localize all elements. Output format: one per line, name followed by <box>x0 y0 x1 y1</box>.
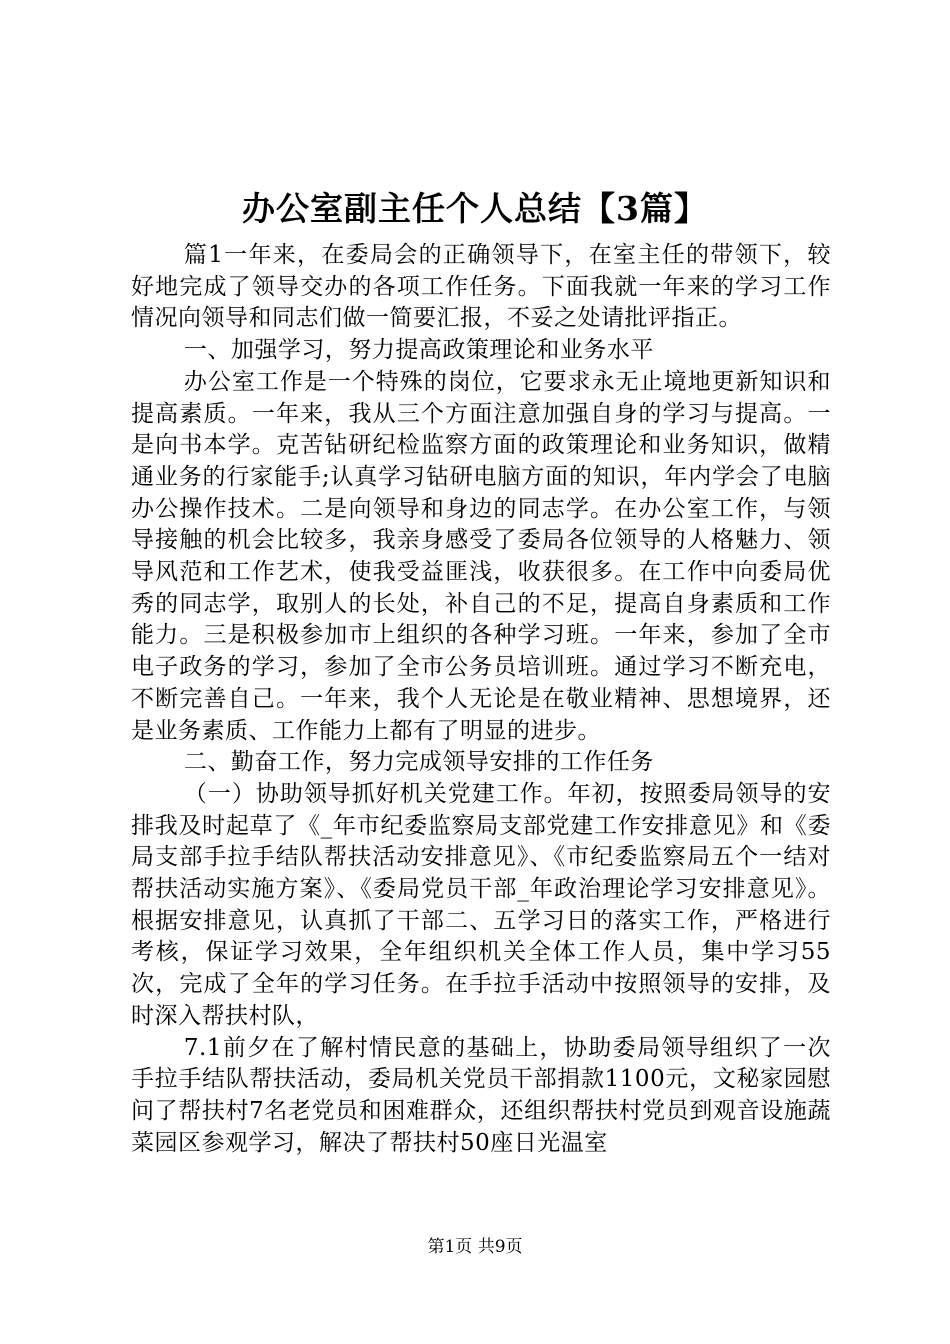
section-heading-1: 一、加强学习，努力提高政策理论和业务水平 <box>183 337 654 364</box>
paragraph-party-building: （一）协助领导抓好机关党建工作。年初，按照委局领导的安排我及时起草了《_年市纪委监察局支部党建工作安排意见》和《委局支部手拉手结队帮扶活动安排意见》、《市纪委监察局五个一结对帮扶活动实施方案》、《委局党员干部_年政治理论学习安排意见》。根据安排意见，认真抓了干部二、五学习日的落实工作，严格进行考核，保证学习效果，全年组织机关全体工作人员，集中学习55次，完成了全年的学习任务。在手拉手活动中按照领导的安排，及时深入帮扶村队， <box>131 780 831 1029</box>
document-title: 办公室副主任个人总结【3篇】 <box>242 189 708 228</box>
document-body <box>131 240 831 1159</box>
paragraph-study: 办公室工作是一个特殊的岗位，它要求永无止境地更新知识和提高素质。一年来，我从三个方面注意加强自身的学习与提高。一是向书本学。克苦钻研纪检监察方面的政策理论和业务知识，做精通业务的行家能手;认真学习钻研电脑方面的知识，年内学会了电脑办公操作技术。二是向领导和身边的同志学。在办公室工作，与领导接触的机会比较多，我亲身感受了委局各位领导的人格魅力、领导风范和工作艺术，使我受益匪浅，收获很多。在工作中向委局优秀的同志学，取别人的长处，补自己的不足，提高自身素质和工作能力。三是积极参加市上组织的各种学习班。一年来，参加了全市电子政务的学习，参加了全市公务员培训班。通过学习不断充电，不断完善自己。一年来，我个人无论是在敬业精神、思想境界，还是业务素质、工作能力上都有了明显的进步。 <box>131 368 831 744</box>
page-number-footer: 第1页 共9页 <box>427 1237 523 1257</box>
paragraph-intro: 篇1一年来，在委局会的正确领导下，在室主任的带领下，较好地完成了领导交办的各项工作任务。下面我就一年来的学习工作情况向领导和同志们做一简要汇报，不妥之处请批评指正。 <box>131 242 831 332</box>
section-heading-2: 二、勤奋工作，努力完成领导安排的工作任务 <box>183 749 654 776</box>
paragraph-assistance: 7.1前夕在了解村情民意的基础上，协助委局领导组织了一次手拉手结队帮扶活动，委局机关党员干部捐款1100元，文秘家园慰问了帮扶村7名老党员和困难群众，还组织帮扶村党员到观音设施蔬菜园区参观学习，解决了帮扶村50座日光温室 <box>131 1034 831 1156</box>
